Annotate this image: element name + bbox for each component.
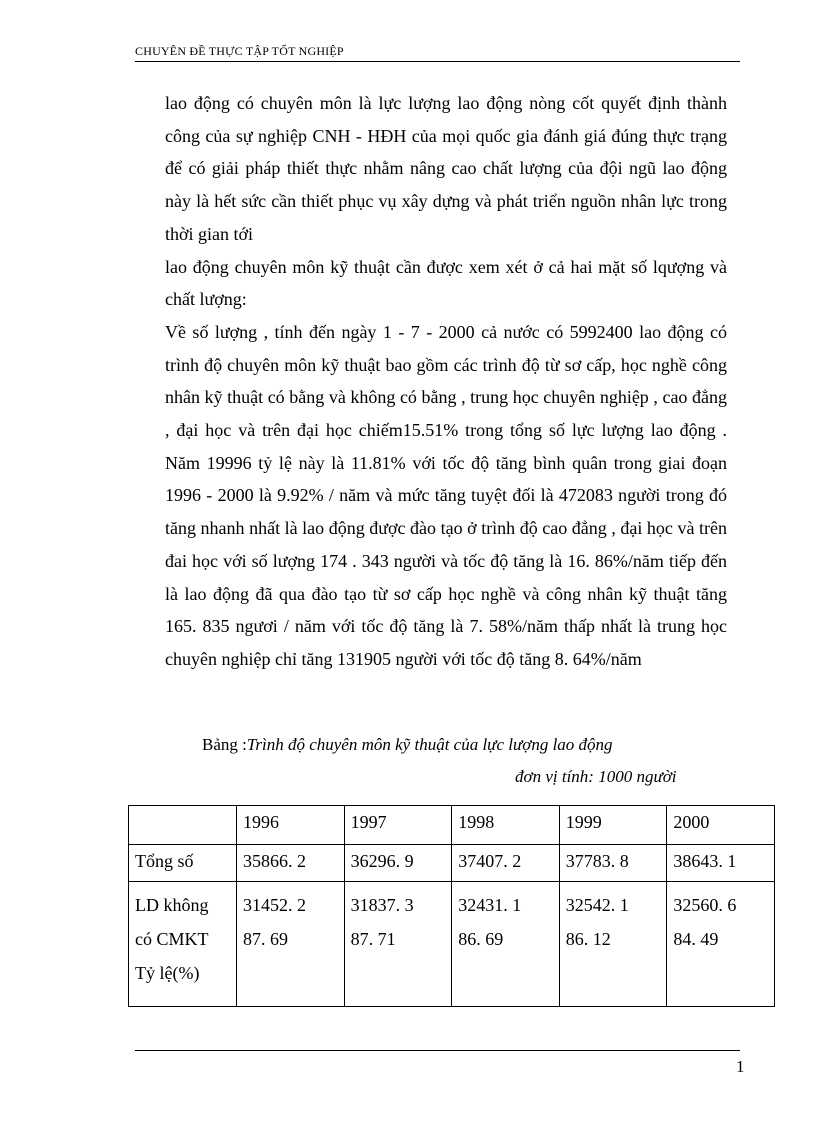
table-cell: 38643. 1 (667, 845, 775, 882)
paragraph: Về số lượng , tính đến ngày 1 - 7 - 2000 cả nước có 5992400 lao động có trình độ chuyên môn kỹ thuật bao gồm các trình độ từ sơ cấp, học nghề công nhân kỹ thuật có bằng và không có bằng , trung học chuyên nghiệp , cao đẳng , đại học và trên đại học chiếm15.51% trong tổng số lực lượng lao động . Năm 19996 tỷ lệ này là 11.81% với tốc độ tăng bình quân trong giai đoạn 1996 - 2000 là 9.92% / năm và mức tăng tuyệt đối là 472083 người trong đó tăng nhanh nhất là lao động được đào tạo ở trình độ cao đẳng , đại học và trên đai học với số lượng 174 . 343 người và tốc độ tăng là 16. 86%/năm tiếp đến là lao động đã qua đào tạo từ sơ cấp học nghề và công nhân kỹ thuật tăng 165. 835 ngươi / năm với tốc độ tăng là 7. 58%/năm thấp nhất là trung học chuyên nghiệp chỉ tăng 131905 người với tốc độ tăng 8. 64%/năm (165, 321, 727, 669)
year-cell: 2000 (667, 806, 775, 845)
table-cell: 37783. 8 (559, 845, 667, 882)
row-label-part: không (163, 895, 209, 915)
table-unit: đơn vị tính: 1000 người (515, 767, 677, 786)
table-row (129, 845, 775, 882)
footer-divider (135, 1050, 740, 1051)
caption-title: Trình độ chuyên môn kỹ thuật của lực lượng lao động (246, 735, 613, 754)
table-header-row (129, 806, 775, 845)
table-cell: 36296. 9 (344, 845, 452, 882)
cell-rate: 84. 49 (673, 929, 719, 949)
year-cell: 1999 (559, 806, 667, 845)
row-label-part: Tỷ lệ(%) (135, 963, 200, 983)
table-cell (344, 882, 452, 1007)
cell-value: 32560. 6 (673, 895, 737, 915)
table-cell (559, 882, 667, 1007)
row-label-part: có CMKT (135, 929, 209, 949)
cell-value: 32542. 1 (565, 895, 629, 915)
table-cell: 37407. 2 (452, 845, 560, 882)
cell-rate: 86. 12 (565, 929, 611, 949)
page-number: 1 (736, 1057, 745, 1076)
data-table (128, 805, 775, 1007)
cell-rate: 86. 69 (458, 929, 504, 949)
header-title: CHUYÊN ĐỀ THỰC TẬP TỐT NGHIỆP (135, 44, 344, 58)
row-label: Tổng số (129, 845, 237, 882)
cell-rate: 87. 71 (350, 929, 396, 949)
year-cell: 1997 (344, 806, 452, 845)
page-header (135, 44, 740, 62)
year-cell: 1996 (237, 806, 345, 845)
cell-value: 32431. 1 (458, 895, 522, 915)
paragraph: lao động chuyên môn kỹ thuật cần được xem xét ở cả hai mặt số lqượng và chất lượng: (165, 256, 727, 310)
table-caption (202, 735, 613, 755)
row-label (129, 882, 237, 1007)
table-corner-cell (129, 806, 237, 845)
year-cell: 1998 (452, 806, 560, 845)
table-row (129, 882, 775, 1007)
body-text (165, 87, 727, 676)
cell-value: 31452. 2 (243, 895, 306, 915)
table-cell (667, 882, 775, 1007)
table-cell (452, 882, 560, 1007)
row-label-part: LD (135, 895, 159, 915)
paragraph: lao động có chuyên môn là lực lượng lao động nòng cốt quyết định thành công của sự nghiệp CNH - HĐH của mọi quốc gia đánh giá đúng thực trạng để có giải pháp thiết thực nhằm nâng cao chất lượng của đội ngũ lao động này là hết sức cần thiết phục vụ xây dựng và phát triển nguồn nhân lực trong thời gian tới (165, 93, 727, 244)
table-cell (237, 882, 345, 1007)
cell-value: 31837. 3 (350, 895, 414, 915)
cell-rate: 87. 69 (243, 929, 288, 949)
table-cell: 35866. 2 (237, 845, 345, 882)
caption-prefix: Bảng : (202, 735, 247, 754)
